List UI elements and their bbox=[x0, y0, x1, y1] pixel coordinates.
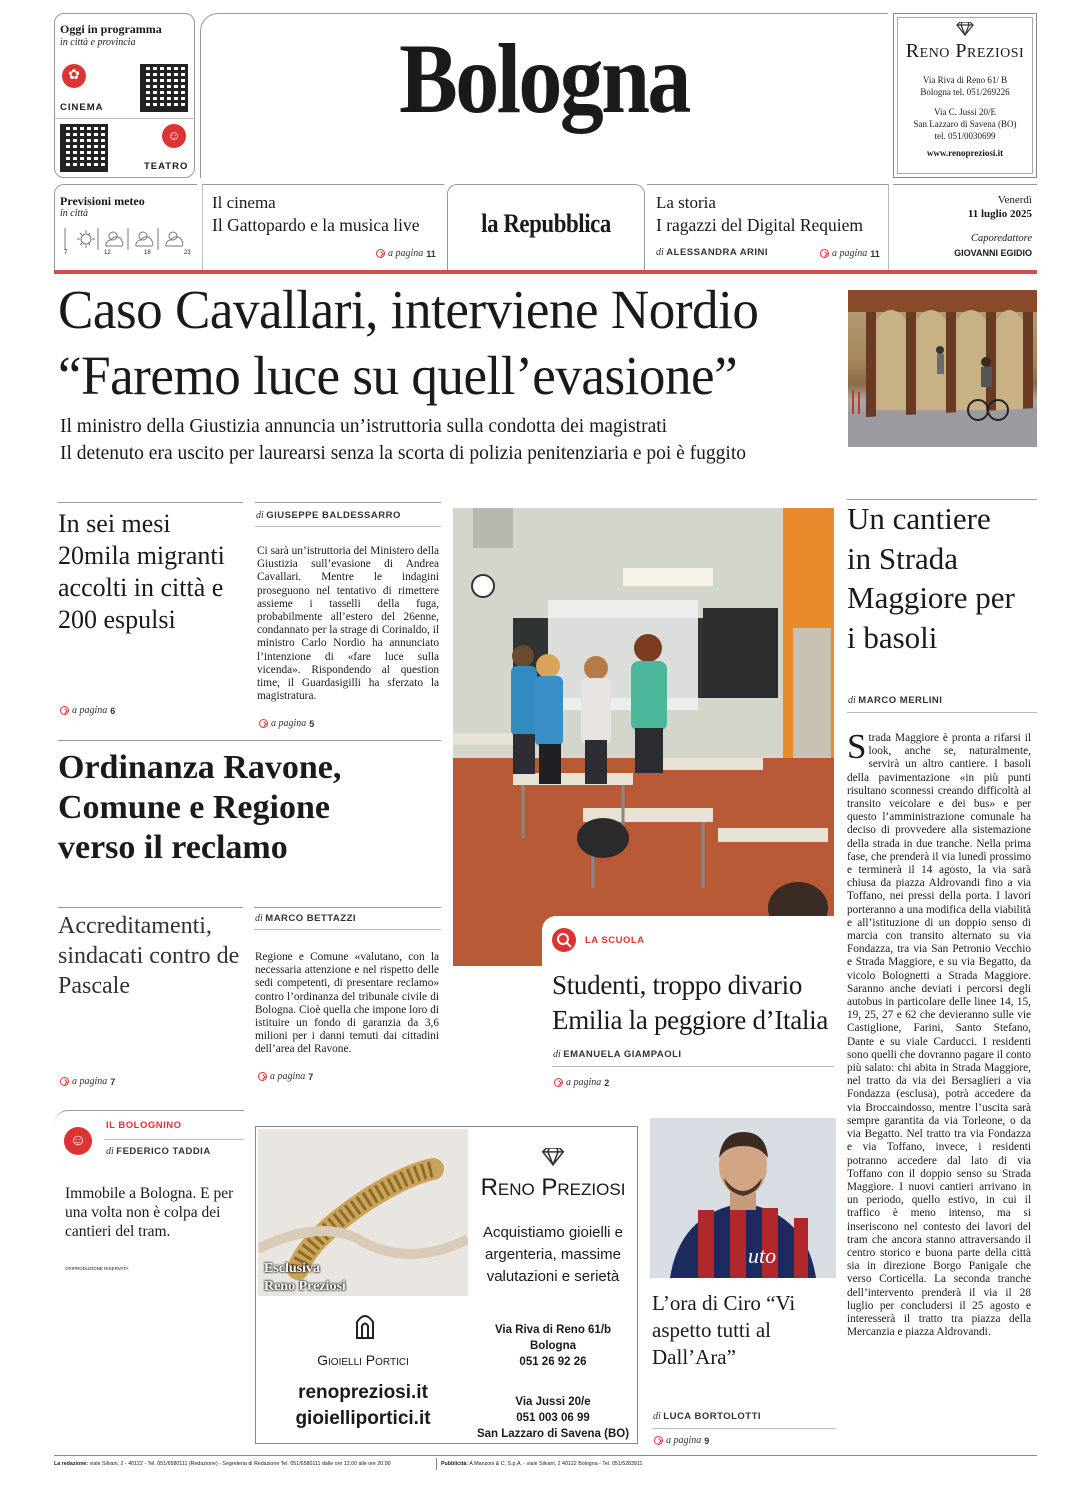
ad-bottom-web1[interactable]: renopreziosi.it bbox=[298, 1382, 428, 1403]
ad-bottom-b3: San Lazzaro di Savena (BO) bbox=[476, 1428, 630, 1440]
ad-bottom-a2: Bologna bbox=[530, 1340, 576, 1352]
ad-bottom-a1: Via Riva di Reno 61/b bbox=[494, 1324, 612, 1336]
cantiere-dropcap: S bbox=[847, 727, 867, 766]
cinema-label: CINEMA bbox=[60, 102, 104, 113]
date-role: Caporedattore bbox=[970, 233, 1032, 244]
bolognino-icon: ☺ bbox=[64, 1127, 92, 1155]
meteo-hour-3: 18 bbox=[144, 250, 151, 256]
ad-top-addr3: Via C. Jussi 20/E bbox=[934, 107, 996, 117]
teatro-label: TEATRO bbox=[144, 161, 189, 172]
headline-line2[interactable]: “Faremo luce su quell’evasione” bbox=[58, 345, 738, 406]
headline-sub1: Il ministro della Giustizia annuncia un’istruttoria sulla condotta dei magistrati bbox=[60, 416, 668, 437]
ciro-page-ref[interactable]: a pagina 9 bbox=[654, 1435, 709, 1446]
footer-left: La redazione: viale Silvani, 2 - 40122 - Tel. 051/6580111 (Redazione) - Segreteria di Redazione Tel. 051/6580111 dalle ore 12.00 alle ore 20.00 bbox=[54, 1461, 391, 1467]
programma-title: Oggi in programma bbox=[60, 22, 162, 36]
meteo-hour-4: 23 bbox=[184, 250, 191, 256]
ad-top-web[interactable]: www.renopreziosi.it bbox=[926, 148, 1004, 158]
ad-top-addr2: Bologna tel. 051/269226 bbox=[920, 87, 1010, 97]
bolognino-byline: di FEDERICO TADDIA bbox=[106, 1146, 211, 1157]
cantiere-byline: di MARCO MERLINI bbox=[848, 695, 943, 706]
headline-line1[interactable]: Caso Cavallari, interviene Nordio bbox=[58, 279, 759, 340]
ad-bottom-slogan: Acquistiamo gioielli e argenteria, massime valutazioni e serietà bbox=[482, 1224, 624, 1285]
storia-byline: di ALESSANDRA ARINI bbox=[656, 247, 769, 258]
repubblica-logo: la Repubblica bbox=[481, 209, 611, 238]
strada-maggiore-photo bbox=[848, 290, 1037, 447]
ad-top-addr1: Via Riva di Reno 61/ B bbox=[922, 75, 1008, 85]
cinema-icon[interactable]: ✿ bbox=[62, 64, 86, 88]
masthead-title: Bologna bbox=[399, 23, 689, 134]
cantiere-title[interactable]: Un cantiere in Strada Maggiore per i basoli bbox=[847, 501, 1015, 655]
teatro-icon[interactable]: ☺ bbox=[162, 124, 186, 148]
footer-right: Pubblicità: A.Manzoni & C. S.p.A. - viale Silvani, 2 40122 Bologna - Tel. 051/5283911 bbox=[441, 1461, 643, 1467]
ad-top-addr4: San Lazzaro di Savena (BO) bbox=[913, 119, 1017, 129]
bracelet-caption-1: Esclusiva bbox=[264, 1261, 321, 1276]
teatro-qr-code[interactable] bbox=[60, 124, 108, 172]
headline-sub2: Il detenuto era uscito per laurearsi senza la scorta di polizia penitenziaria e poi è fuggito bbox=[60, 443, 747, 464]
ciro-title[interactable]: L’ora di Ciro “Vi aspetto tutti al Dall’Ara” bbox=[652, 1291, 796, 1369]
scuola-kicker: LA SCUOLA bbox=[585, 935, 645, 946]
scuola-page-ref[interactable]: a pagina 2 bbox=[554, 1077, 609, 1088]
ad-bottom-portici: Gioielli Portici bbox=[317, 1352, 409, 1368]
migranti-title[interactable]: In sei mesi 20mila migranti accolti in città e 200 espulsi bbox=[58, 509, 225, 634]
classroom-photo bbox=[453, 508, 834, 966]
ravone-title[interactable]: Ordinanza Ravone, Comune e Regione verso il reclamo bbox=[58, 749, 342, 866]
accreditamenti-title[interactable]: Accreditamenti, sindacati contro de Pascale bbox=[58, 913, 240, 999]
scuola-icon bbox=[552, 928, 576, 952]
storia-page-ref[interactable]: a pagina 11 bbox=[820, 248, 880, 259]
storia-title: I ragazzi del Digital Requiem bbox=[656, 215, 864, 235]
migranti-page-ref[interactable]: a pagina 6 bbox=[60, 705, 115, 716]
ad-top-brand: Reno Preziosi bbox=[905, 40, 1025, 62]
ravone-page-ref[interactable]: a pagina 7 bbox=[258, 1071, 313, 1082]
ad-bottom-web2[interactable]: gioielliportici.it bbox=[295, 1408, 431, 1429]
storia-kicker: La storia bbox=[656, 193, 716, 212]
svg-text:uto: uto bbox=[748, 1243, 777, 1268]
scuola-title[interactable]: Studenti, troppo divario Emilia la peggiore d’Italia bbox=[552, 970, 829, 1035]
lead-body: Ci sarà un’istruttoria del Ministero della Giustizia sull’evasione di Andrea Cavallari. Mentre le indagini proseguono nel tentativo di rimettere assieme i tasselli della fuga, probabilmente all’estero del 26enne, condannato per la strage di Corinaldo, il ministro Carlo Nordio ha annunciato l’intenzione di «fare luce sulla vicenda». Rispondendo al question time, il Guardasigilli ha sferzato la magistratura. bbox=[257, 545, 439, 703]
date-day: Venerdì bbox=[997, 194, 1032, 206]
cinema-title: Il Gattopardo e la musica live bbox=[212, 215, 420, 235]
ciro-photo bbox=[650, 1118, 836, 1278]
lead-byline: di GIUSEPPE BALDESSARRO bbox=[256, 510, 401, 521]
meteo-hour-2: 12 bbox=[104, 250, 111, 256]
bolognino-rights: ©RIPRODUZIONE RISERVATA bbox=[65, 1266, 129, 1271]
bolognino-kicker: IL BOLOGNINO bbox=[106, 1120, 182, 1131]
meteo-hour-1: 7 bbox=[64, 250, 68, 256]
programma-subtitle: in città e provincia bbox=[60, 37, 136, 48]
red-rule bbox=[54, 270, 1037, 274]
cantiere-text: trada Maggiore è pronta a rifarsi il look, anche se, naturalmente, servirà un altro cantiere. I basoli della pavimentazione «in più punti risultano sconnessi creando difficoltà al transito veicolare e dei bus» e per questo l’amministrazione comunale ha deciso di provvedere alla sistemazione della strada in due tranche. Nella prima fase, che prenderà il via lunedì prossimo e terminerà il 14 agosto, la via sarà chiusa da piazza Aldrovandi fino a via Toffano, nei pressi della porta. I lavori porteranno a una modifica della viabilità e all’istituzione di un doppio senso di marcia con transito alternato su via Fondazza, tra via San Petronio Vecchio e Strada Maggiore, e su via Begatto, da vicolo Bolognetti a Strada Maggiore. Saranno anche deviati i percorsi degli autobus in particolare delle linee 14, 15, 19, 25, 27 e 62 che devieranno sulle vie Castiglione, Farini, Santo Stefano, Dante e su viale Carducci. I residenti sono quelli che dovranno pagare il conto più salato: chi abita in Strada Maggiore, nel tratto da via dei Bersaglieri a via Fondazza (esclusa), potrà accedere da via Broccaindosso, mentre l’uscita sarà sempre garantita da via Torleone, o da via Begatto. Nel tratto tra via Fondazza e via Toffano, invece, i residenti potranno accedere dal lato di via Toffano con il doppio senso su Strada Maggiore. I nuovi cantieri arrivano in un periodo, quello estivo, in cui il traffico è meno intenso, ma si inseriscono nel contesto dei lavori del tram che ancora stanno attraversando il centro storico e buona parte della città sia in direzione Borgo Panigale che verso Corticella. La seconda tranche dell’intervento prenderà il via il 28 luglio per concludersi il 25 agosto e interesserà il tratto tra piazza della Mercanzia e piazza Aldrovandi. bbox=[847, 732, 1031, 1339]
diamond-icon bbox=[955, 22, 975, 36]
ad-bottom-b1: Via Jussi 20/e bbox=[515, 1396, 591, 1408]
date-name: GIOVANNI EGIDIO bbox=[954, 248, 1032, 258]
ravone-byline: di MARCO BETTAZZI bbox=[255, 913, 357, 924]
lead-page-ref[interactable]: a pagina 5 bbox=[259, 718, 314, 729]
ravone-body: Regione e Comune «valutano, con la necessaria attenzione e nel rispetto delle sedi competenti, di presentare reclamo» contro l’ordinanza del tribunale civile di Bologna. Cioè quella che impone loro di istituire un fondo di garanzia da 3,6 milioni per i danni temuti dai cittadini dell’area del Ravone. bbox=[255, 951, 439, 1056]
accreditamenti-page-ref[interactable]: a pagina 7 bbox=[60, 1076, 115, 1087]
meteo-icons bbox=[62, 224, 192, 258]
portici-icon bbox=[354, 1312, 376, 1340]
cinema-qr-code[interactable] bbox=[140, 64, 188, 112]
meteo-subtitle: in città bbox=[60, 208, 89, 219]
meteo-title: Previsioni meteo bbox=[60, 194, 145, 208]
cantiere-body bbox=[847, 727, 1031, 1339]
bracelet-caption-2: Reno Preziosi bbox=[264, 1279, 346, 1294]
cinema-page-ref[interactable]: a pagina 11 bbox=[376, 248, 436, 259]
scuola-byline: di EMANUELA GIAMPAOLI bbox=[553, 1049, 682, 1060]
ciro-byline: di LUCA BORTOLOTTI bbox=[653, 1411, 762, 1422]
ad-bottom-b2: 051 003 06 99 bbox=[516, 1412, 590, 1424]
bolognino-text: Immobile a Bologna. E per una volta non è colpa dei cantieri del tram. bbox=[65, 1185, 234, 1240]
date-date: 11 luglio 2025 bbox=[967, 208, 1032, 220]
cinema-kicker: Il cinema bbox=[212, 193, 276, 212]
ad-bottom-brand: Reno Preziosi bbox=[480, 1174, 626, 1201]
diamond-icon-2 bbox=[540, 1148, 566, 1166]
ad-bottom-a3: 051 26 92 26 bbox=[519, 1356, 587, 1368]
ad-top-addr5: tel. 051/0030699 bbox=[934, 131, 996, 141]
